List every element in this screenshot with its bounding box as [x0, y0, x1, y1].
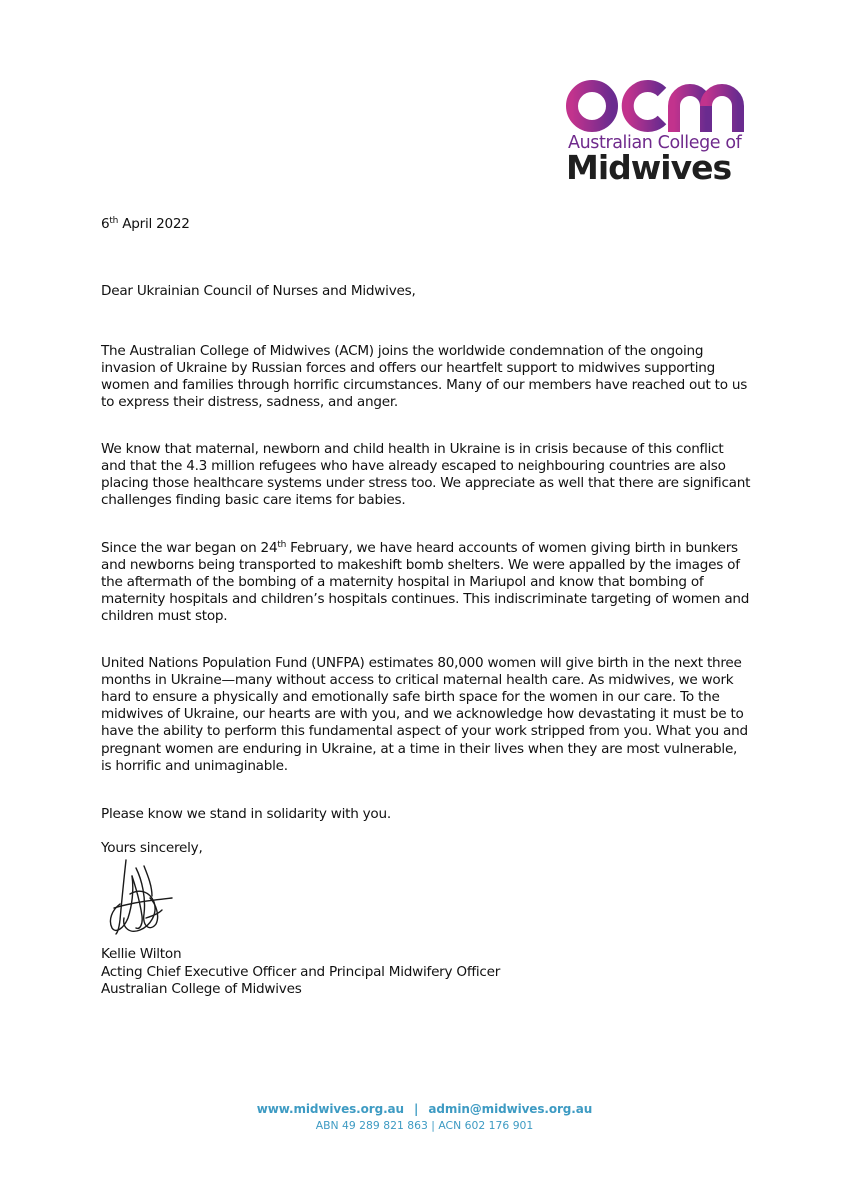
solidarity-statement: Please know we stand in solidarity with you. — [101, 805, 391, 822]
signatory-organisation: Australian College of Midwives — [101, 981, 302, 998]
signatory-name: Kellie Wilton — [101, 946, 182, 962]
paragraph-condemnation: The Australian College of Midwives (ACM) joins the worldwide condemnation of the ongoing invasion of Ukraine by Russian forces and offers our heartfelt support to midwives supporting women and families through horrific circumstances. Many of our members have reached out to us to express their distress, sadness, and anger. — [101, 342, 748, 411]
acm-logo — [566, 78, 748, 190]
paragraph-war-rest: February, we have heard accounts of women giving birth in bunkers and newborns being transported to makeshift bomb shelters. We were appalled by the images of the aftermath of the bombing of a maternity hospital in Mariupol and know that bombing of maternity hospitals and children’s hospitals continues. This indiscriminate targeting of women and children must stop. — [101, 539, 750, 625]
signatory-title: Acting Chief Executive Officer and Principal Midwifery Officer — [101, 963, 501, 980]
footer-registration: ABN 49 289 821 863 | ACN 602 176 901 — [315, 1119, 534, 1132]
footer-separator: | — [414, 1102, 419, 1116]
paragraph-war-accounts — [101, 540, 751, 626]
footer — [0, 1101, 849, 1134]
logo-subtitle: Australian College of — [568, 133, 742, 153]
handwritten-signature — [106, 858, 178, 936]
signature-block — [101, 946, 751, 999]
paragraph-war-start: Since the war began on 24 — [101, 539, 278, 556]
footer-email-link[interactable]: admin@midwives.org.au — [428, 1102, 593, 1116]
footer-contact — [0, 1101, 849, 1117]
logo-title: Midwives — [566, 148, 732, 187]
closing: Yours sincerely, — [101, 839, 203, 856]
paragraph-unfpa: United Nations Population Fund (UNFPA) estimates 80,000 women will give birth in the next three months in Ukraine—many without access to critical maternal health care. As midwives, we work hard to ensure a physically and emotionally safe birth space for the women in our care. To the midwives of Ukraine, our hearts are with you, and we acknowledge how devastating it must be to have the ability to perform this fundamental aspect of your work stripped from you. What you and pregnant women are enduring in Ukraine, at a time in their lives when they are most vulnerable, is horrific and unimaginable. — [101, 654, 748, 774]
date-day: 6 — [101, 216, 110, 232]
paragraph-health-crisis: We know that maternal, newborn and child health in Ukraine is in crisis because of this conflict and that the 4.3 million refugees who have already escaped to neighbouring countries are also placing those healthcare systems under stress too. We appreciate as well that there are significant challenges finding basic care items for babies. — [101, 440, 751, 509]
paragraph-war-ordinal: th — [277, 539, 287, 550]
letter-date — [101, 216, 751, 233]
acm-logo-mark — [566, 78, 746, 134]
salutation: Dear Ukrainian Council of Nurses and Midwives, — [101, 283, 416, 299]
date-ordinal: th — [109, 216, 119, 226]
date-month-year: April 2022 — [118, 216, 190, 232]
footer-website-link[interactable]: www.midwives.org.au — [256, 1102, 404, 1116]
